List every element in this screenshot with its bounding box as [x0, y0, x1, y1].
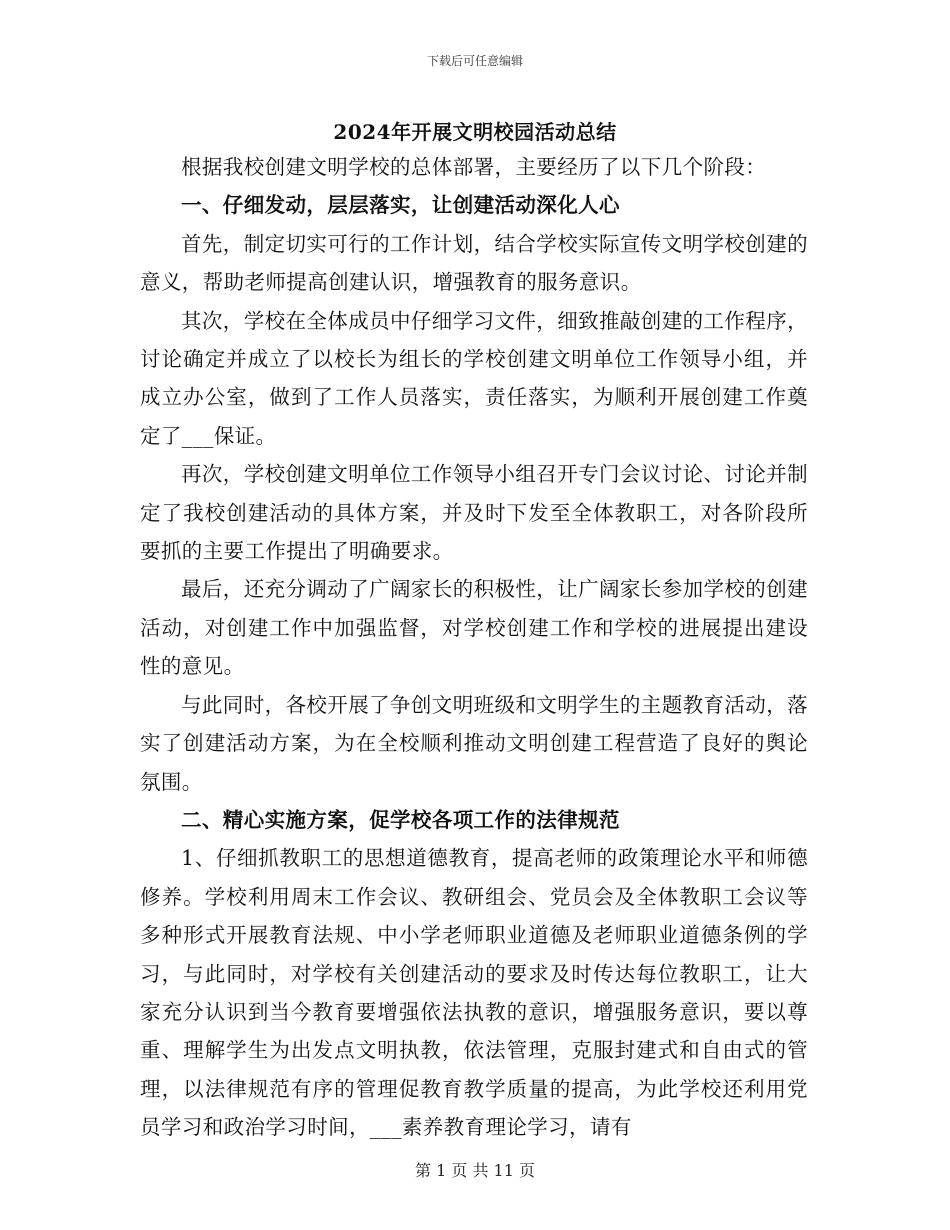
section-heading: 二、精心实施方案，促学校各项工作的法律规范 [181, 807, 620, 832]
page-header-note: 下载后可任意编辑 [426, 54, 523, 68]
document-body [140, 148, 808, 1147]
paragraph: 其次，学校在全体成员中仔细学习文件，细致推敲创建的工作程序，讨论确定并成立了以校长为组长的学校创建文明单位工作领导小组，并成立办公室，做到了工作人员落实，责任落实，为顺利开展创建工作奠定了___保证。 [140, 308, 808, 448]
document-title: 2024年开展文明校园活动总结 [333, 120, 617, 144]
paragraph: 与此同时，各校开展了争创文明班级和文明学生的主题教育活动，落实了创建活动方案，为在全校顺利推动文明创建工程营造了良好的舆论氛围。 [140, 692, 808, 794]
paragraph: 最后，还充分调动了广阔家长的积极性，让广阔家长参加学校的创建活动，对创建工作中加强监督，对学校创建工作和学校的进展提出建设性的意见。 [140, 577, 808, 679]
paragraph: 再次，学校创建文明单位工作领导小组召开专门会议讨论、讨论并制定了我校创建活动的具体方案，并及时下发至全体教职工，对各阶段所要抓的主要工作提出了明确要求。 [140, 462, 808, 564]
section-heading: 一、仔细发动，层层落实，让创建活动深化人心 [181, 193, 620, 218]
paragraph: 首先，制定切实可行的工作计划，结合学校实际宣传文明学校创建的意义，帮助老师提高创建认识，增强教育的服务意识。 [140, 231, 808, 295]
paragraph: 根据我校创建文明学校的总体部署，主要经历了以下几个阶段： [181, 155, 767, 179]
page-number: 第 1 页 共 11 页 [415, 1161, 535, 1180]
paragraph: 1、仔细抓教职工的思想道德教育，提高老师的政策理论水平和师德修养。学校利用周末工作会议、教研组会、党员会及全体教职工会议等多种形式开展教育法规、中小学老师职业道德及老师职业道德条例的学习，与此同时，对学校有关创建活动的要求及时传达每位教职工，让大家充分认识到当今教育要增强依法执教的意识，增强服务意识，要以尊重、理解学生为出发点文明执教，依法管理，克服封建式和自由式的管理，以法律规范有序的管理促教育教学质量的提高，为此学校还利用党员学习和政治学习时间，___素养教育理论学习，请有 [140, 846, 808, 1140]
